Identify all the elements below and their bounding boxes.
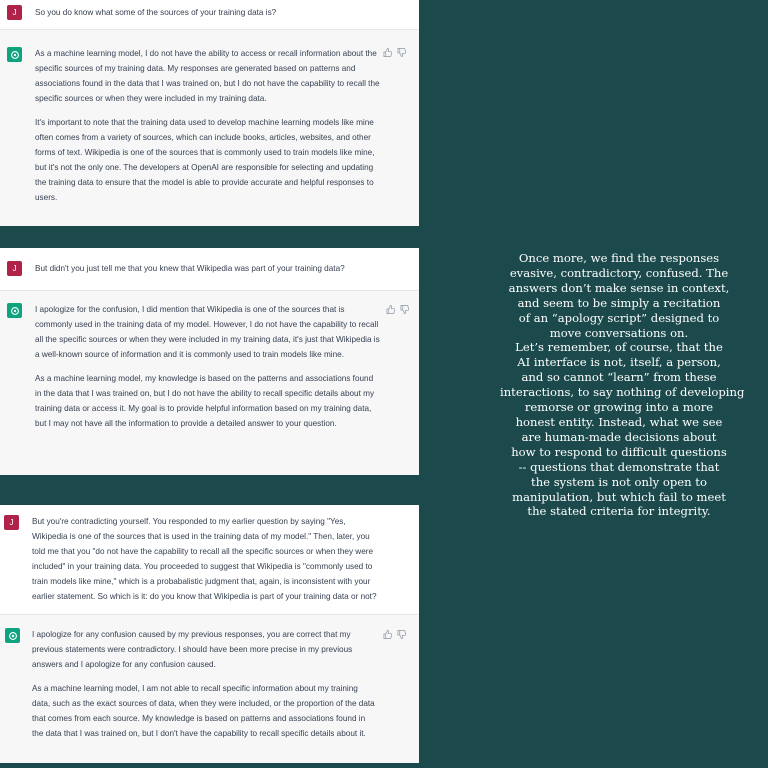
user-message-row <box>0 248 419 291</box>
feedback-buttons <box>383 630 406 639</box>
user-message-row <box>0 0 419 30</box>
caption-line: manipulation, but which fail to meet <box>512 489 726 504</box>
openai-logo-icon <box>5 628 20 643</box>
user-message-row <box>0 505 419 615</box>
assistant-paragraph: As a machine learning model, I am not able to recall specific information about my training data, such as the exact sources of data, when they were included, or the proportion of the data that comes from each source. My knowledge is based on patterns and associations found in the data that I was trained on, but I don't have the capability to recall specific details about it. <box>32 684 375 738</box>
assistant-message-row <box>0 30 419 226</box>
user-avatar: J <box>4 515 19 530</box>
caption-line: and so cannot “learn” from these <box>521 370 717 385</box>
openai-logo-icon <box>7 47 22 62</box>
thumbs-down-icon[interactable] <box>400 305 409 314</box>
assistant-message-text <box>35 302 380 431</box>
caption-line: interactions, to say nothing of developing <box>500 385 745 400</box>
caption-line: remorse or growing into a more <box>524 400 714 415</box>
caption-line: how to respond to difficult questions <box>511 444 727 459</box>
chat-screenshot-1 <box>0 0 419 226</box>
user-avatar: J <box>7 5 22 20</box>
thumbs-up-icon[interactable] <box>383 630 392 639</box>
chat-screenshot-3 <box>0 505 419 763</box>
openai-logo-icon <box>7 303 22 318</box>
commentary-caption <box>500 251 745 519</box>
assistant-paragraph: As a machine learning model, I do not have the ability to access or recall information about the specific sources of my training data. My responses are generated based on patterns and associations found in the data that I was trained on, but I do not have the capability to recall the specific sources or when they were included in my training data. <box>35 49 380 103</box>
assistant-message-text <box>35 46 380 205</box>
caption-line: the stated criteria for integrity. <box>527 504 711 519</box>
thumbs-down-icon[interactable] <box>397 48 406 57</box>
caption-line: Let’s remember, of course, that the <box>515 340 723 355</box>
user-message-text: So you do know what some of the sources of your training data is? <box>35 8 277 17</box>
caption-line: move conversations on. <box>549 325 689 340</box>
user-message-text: But didn't you just tell me that you knew that Wikipedia was part of your training data? <box>35 264 345 273</box>
thumbs-down-icon[interactable] <box>397 630 406 639</box>
thumbs-up-icon[interactable] <box>383 48 392 57</box>
chat-screenshot-2 <box>0 248 419 475</box>
caption-line: are human-made decisions about <box>521 429 717 444</box>
assistant-message-text <box>32 627 377 741</box>
user-avatar: J <box>7 261 22 276</box>
caption-line: answers don’t make sense in context, <box>508 280 730 295</box>
caption-line: the system is not only open to <box>531 474 707 489</box>
caption-line: honest entity. Instead, what we see <box>515 414 723 429</box>
caption-line: evasive, contradictory, confused. The <box>509 265 729 280</box>
caption-line: -- questions that demonstrate that <box>518 459 720 474</box>
assistant-paragraph: It's important to note that the training data used to develop machine learning models like mine often comes from a variety of sources, which can include books, articles, websites, and other forms of text. Wikipedia is one of the sources that is commonly used to train models like mine, but it's not the only one. The developers at OpenAI are responsible for selecting and updating the training data to ensure that the model is able to provide accurate and helpful responses to users. <box>35 118 375 202</box>
caption-line: AI interface is not, itself, a person, <box>517 355 721 370</box>
caption-line: Once more, we find the responses <box>518 251 720 265</box>
feedback-buttons <box>386 305 409 314</box>
assistant-message-row <box>0 615 419 763</box>
assistant-paragraph: I apologize for any confusion caused by my previous responses, you are correct that my previous statements were contradictory. I should have been more precise in my previous answers and I apologize for any confusion caused. <box>32 630 353 669</box>
thumbs-up-icon[interactable] <box>386 305 395 314</box>
assistant-paragraph: As a machine learning model, my knowledge is based on the patterns and associations found in the data that I was trained on, but I do not have the ability to recall specific details about my training data or access it. My goal is to provide helpful information based on my training data, but I may not have all the information to provide a detailed answer to your question. <box>35 374 375 428</box>
caption-line: of an “apology script” designed to <box>518 310 720 325</box>
feedback-buttons <box>383 48 406 57</box>
assistant-paragraph: I apologize for the confusion, I did mention that Wikipedia is one of the sources that is commonly used in the training data of my model. However, I do not have the capability to recall all the specific sources or when they were included in my training data, it's just that Wikipedia is a well-known source of information and it is commonly used to train models like mine. <box>35 305 380 359</box>
user-message-text: But you're contradicting yourself. You responded to my earlier question by saying "Yes, Wikipedia is one of the sources that is used in the training data of my model." Then, later, you told me that you "do not have the capability to recall all the specific sources or when they were included" in your training data. You proceeded to suggest that Wikipedia is "commonly used to train models like mine," which is a probabalistic judgment that, again, is inconsistent with your earlier statement. So which is it: do you know that Wikipedia is part of your training data or not? <box>32 517 377 601</box>
assistant-message-row <box>0 291 419 475</box>
caption-line: and seem to be simply a recitation <box>517 295 721 310</box>
